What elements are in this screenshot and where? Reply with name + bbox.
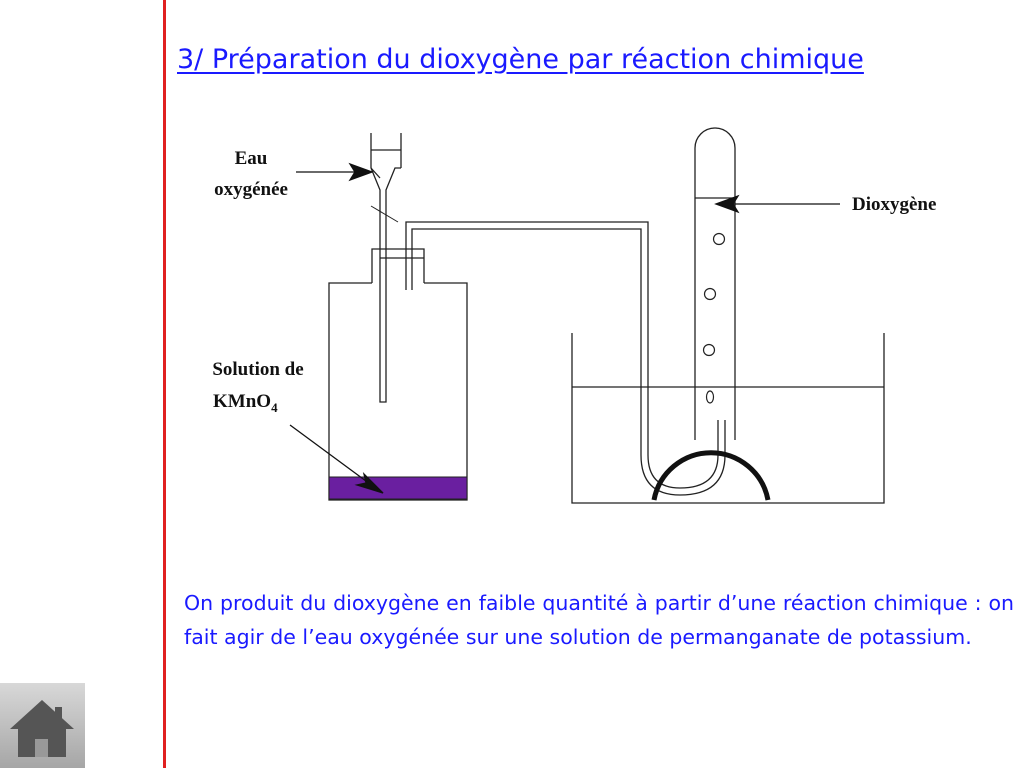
kmno4-formula: KMnO xyxy=(213,391,272,412)
collection-tube xyxy=(695,128,735,440)
label-dioxygene: Dioxygène xyxy=(852,194,937,215)
flask xyxy=(329,249,467,500)
delivery-tube xyxy=(380,222,725,495)
slide-title: 3/ Préparation du dioxygène par réaction chimique xyxy=(177,44,864,75)
label-eau: Eau xyxy=(234,148,268,169)
kmno4-subscript: 4 xyxy=(271,400,278,415)
home-icon xyxy=(0,683,85,768)
oxygen-bubbles xyxy=(704,234,725,404)
kmno4-solution xyxy=(329,477,467,499)
water-trough xyxy=(572,333,884,503)
arrows xyxy=(290,164,840,493)
dropping-funnel xyxy=(371,133,401,402)
label-solution: Solution de xyxy=(212,359,304,380)
label-kmno4 xyxy=(213,391,278,415)
label-oxygenee: oxygénée xyxy=(214,179,288,200)
home-button[interactable] xyxy=(0,683,85,768)
slide-description: On produit du dioxygène en faible quantité à partir d’une réaction chimique : on fait agir de l’eau oxygénée sur une solution de permanganate de potassium. xyxy=(184,591,1014,649)
